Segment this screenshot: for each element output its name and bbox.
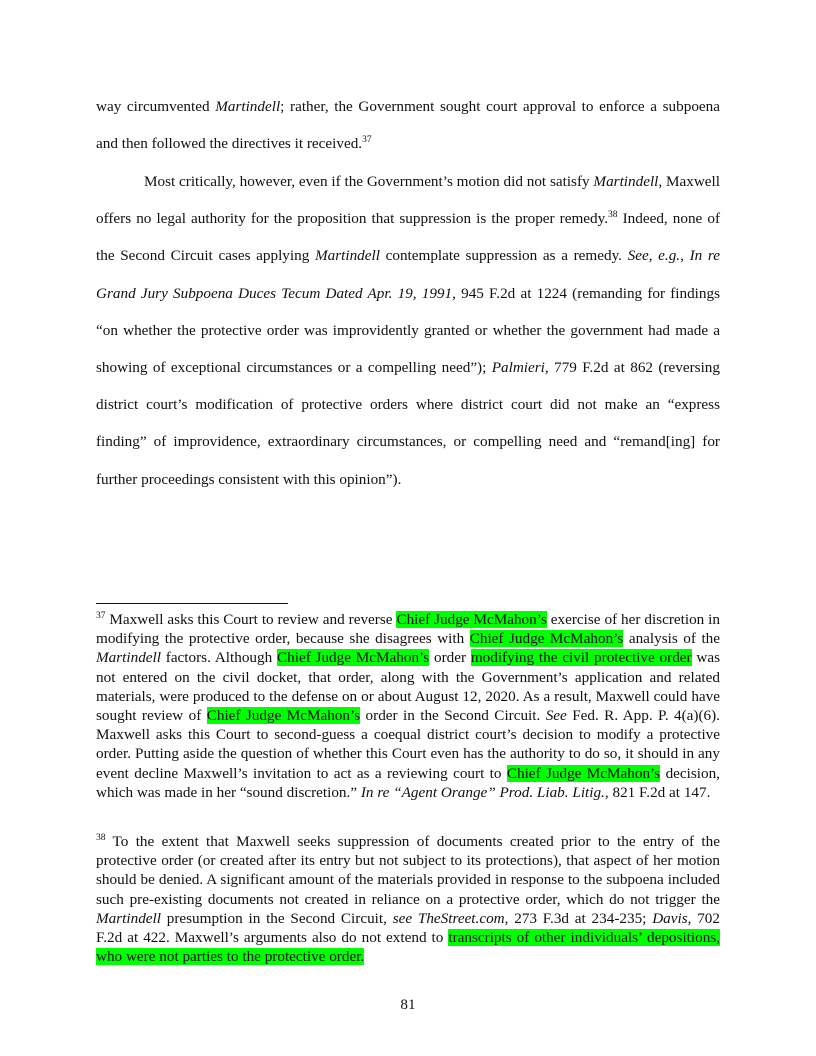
text-run: factors. Although: [160, 649, 278, 667]
paragraph-2: [96, 163, 720, 498]
highlighted-text: Chief Judge McMahon’s: [277, 649, 430, 667]
footnote-number: 37: [96, 610, 106, 621]
case-name: In re Grand Jury Subpoena Duces Tecum Dated Apr. 19, 1991: [96, 247, 720, 302]
page-number: 81: [400, 996, 416, 1013]
case-name: Davis: [652, 909, 688, 927]
paragraph-1: [96, 88, 720, 162]
text-run: order: [429, 649, 471, 667]
highlighted-text: modifying the civil protective order: [470, 649, 692, 667]
text-run: decision, which was made in her “sound discretion.”: [96, 764, 720, 801]
case-name: see TheStreet.com: [392, 909, 505, 927]
case-name: Martindell: [96, 909, 161, 927]
text-run: exercise of her discretion in modifying the protective order, because she disagrees with: [96, 611, 721, 648]
text-run: way circumvented: [96, 98, 216, 115]
footnote-number: 38: [96, 832, 106, 843]
case-name: In re “Agent Orange” Prod. Liab. Litig.: [360, 783, 605, 801]
signal-phrase: See: [545, 707, 567, 725]
text-run: , Maxwell offers no legal authority for the proposition that suppression is the proper remedy.: [96, 173, 720, 228]
text-run: Most critically, however, even if the Government’s motion did not satisfy: [144, 173, 594, 190]
text-run: analysis of the: [623, 630, 721, 648]
case-name: Martindell: [215, 98, 281, 115]
text-run: ,: [680, 247, 690, 265]
case-name: Martindell: [593, 173, 659, 190]
text-run: , 273 F.3d at 234-235;: [504, 909, 653, 927]
highlighted-text: transcripts of other individuals’ depositions, who were not parties to the protective order.: [96, 929, 720, 966]
text-run: Maxwell asks this Court to review and reverse: [105, 611, 397, 628]
text-run: , 945 F.2d at 1224 (remanding for findings “on whether the protective order was improvidently granted or whether the government had made a showing of exceptional circumstances or a compelling need”);: [96, 284, 721, 377]
highlighted-text: Chief Judge McMahon’s: [469, 630, 624, 648]
case-name: Palmieri: [491, 359, 545, 377]
highlighted-text: Chief Judge McMahon’s: [396, 611, 547, 628]
text-run: , 821 F.2d at 147.: [604, 783, 711, 801]
text-run: ; rather, the Government sought court approval to enforce a subpoena and then followed the directives it received.: [96, 98, 720, 153]
text-run: , 779 F.2d at 862 (reversing district court’s modification of protective orders where district court did not make an “express finding” of improvidence, extraordinary circumstances, or compelling need and “remand[ing] for further proceedings consistent with this opinion”).: [96, 359, 720, 488]
text-run: contemplate suppression as a remedy.: [379, 247, 628, 265]
text-run: Fed. R. App. P. 4(a)(6). Maxwell asks this Court to second-guess a coequal district court’s decision to modify a protective order. Putting aside the question of whether this Court even has the authority to do so, it should in any event decline Maxwell’s invitation to act as a reviewing court to: [96, 707, 720, 782]
text-run: , 702 F.2d at 422. Maxwell’s arguments also do not extend to: [96, 909, 720, 947]
highlighted-text: Chief Judge McMahon’s: [206, 707, 361, 725]
footnote-38: [96, 832, 720, 966]
case-name: Martindell: [96, 649, 161, 667]
footnote-37: [96, 610, 720, 802]
text-run: was not entered on the civil docket, that order, along with the Government’s application and related materials, were produced to the defense on or about August 12, 2020. As a result, Maxwell could have sought review of: [96, 649, 721, 725]
signal-phrase: See, e.g.: [627, 247, 681, 265]
text-run: order in the Second Circuit.: [360, 707, 546, 725]
highlighted-text: Chief Judge McMahon’s: [506, 764, 661, 782]
text-run: To the extent that Maxwell seeks suppression of documents created prior to the entry of the protective order (or created after its entry but not subject to its protections), that aspect of her motion should be denied. A significant amount of the materials provided in response to the subpoena included such pre-existing documents not created in reliance on a protective order, which do not trigger the: [96, 833, 720, 908]
footnote-ref-37[interactable]: 37: [362, 135, 372, 146]
text-run: Indeed, none of the Second Circuit cases applying: [96, 210, 721, 265]
footnote-ref-38[interactable]: 38: [608, 210, 618, 221]
case-name: Martindell: [314, 247, 380, 265]
text-run: presumption in the Second Circuit,: [160, 909, 393, 927]
footnote-separator: [96, 603, 288, 604]
